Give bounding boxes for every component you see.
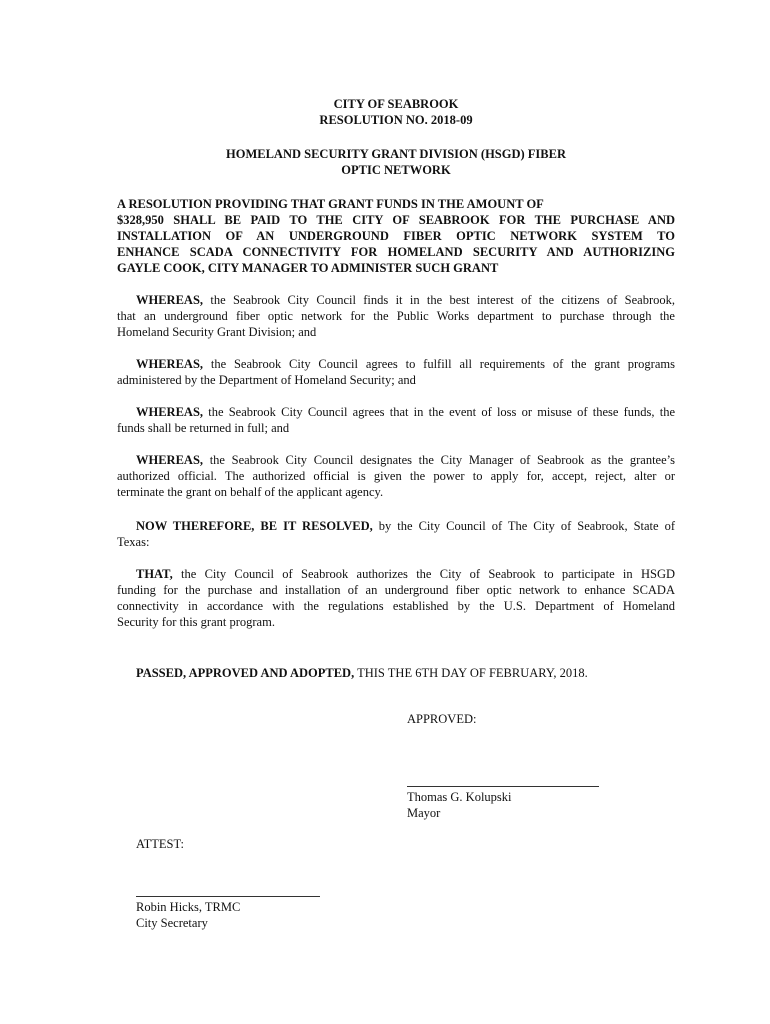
whereas-paragraph-1 xyxy=(117,292,675,340)
subject-line-2: OPTIC NETWORK xyxy=(341,163,451,177)
subject-line-1: HOMELAND SECURITY GRANT DIVISION (HSGD) FIBER xyxy=(226,147,566,161)
city-heading: CITY OF SEABROOK xyxy=(333,97,459,111)
resolution-caption xyxy=(117,196,675,276)
paragraph-text: funding for the purchase and installation of an underground fiber optic network to enhance SCADA xyxy=(117,583,675,597)
passed-keyword: PASSED, APPROVED AND ADOPTED, xyxy=(136,666,355,680)
that-paragraph xyxy=(117,566,675,630)
resolution-number: RESOLUTION NO. 2018-09 xyxy=(319,113,473,127)
paragraph-text: funds shall be returned in full; and xyxy=(117,421,290,435)
paragraph-text: authorized official. The authorized official is given the power to apply for, accept, reject, alter or xyxy=(117,469,675,483)
caption-line: A RESOLUTION PROVIDING THAT GRANT FUNDS IN THE AMOUNT OF xyxy=(117,197,544,211)
paragraph-text: Texas: xyxy=(117,535,150,549)
attest-label: ATTEST: xyxy=(136,837,184,851)
paragraph-text: Security for this grant program. xyxy=(117,615,275,629)
mayor-signature-line xyxy=(407,786,599,787)
paragraph-text: that an underground fiber optic network for the Public Works department to purchase through the xyxy=(117,309,675,323)
paragraph-text: the Seabrook City Council agrees to fulfill all requirements of the grant programs xyxy=(203,357,675,371)
mayor-title: Mayor xyxy=(407,806,441,820)
whereas-paragraph-2 xyxy=(117,356,675,388)
paragraph-keyword: WHEREAS, xyxy=(136,293,204,307)
paragraph-text: the Seabrook City Council designates the City Manager of Seabrook as the grantee’s xyxy=(203,453,675,467)
mayor-name: Thomas G. Kolupski xyxy=(407,790,512,804)
caption-line: $328,950 SHALL BE PAID TO THE CITY OF SEABROOK FOR THE PURCHASE AND xyxy=(117,213,675,227)
approved-label: APPROVED: xyxy=(407,712,477,726)
paragraph-keyword: WHEREAS, xyxy=(136,405,204,419)
whereas-paragraph-4 xyxy=(117,452,675,500)
paragraph-keyword: NOW THEREFORE, BE IT RESOLVED, xyxy=(136,519,373,533)
paragraph-text: the Seabrook City Council agrees that in the event of loss or misuse of these funds, the xyxy=(203,405,675,419)
secretary-name: Robin Hicks, TRMC xyxy=(136,900,241,914)
paragraph-text: administered by the Department of Homeland Security; and xyxy=(117,373,416,387)
caption-line: GAYLE COOK, CITY MANAGER TO ADMINISTER SUCH GRANT xyxy=(117,261,499,275)
secretary-signature-line xyxy=(136,896,320,897)
whereas-paragraph-3 xyxy=(117,404,675,436)
resolved-paragraph xyxy=(117,518,675,550)
paragraph-text: by the City Council of The City of Seabrook, State of xyxy=(372,519,675,533)
paragraph-keyword: WHEREAS, xyxy=(136,453,204,467)
caption-line: INSTALLATION OF AN UNDERGROUND FIBER OPTIC NETWORK SYSTEM TO xyxy=(117,229,675,243)
paragraph-text: the City Council of Seabrook authorizes the City of Seabrook to participate in HSGD xyxy=(172,567,675,581)
paragraph-keyword: THAT, xyxy=(136,567,173,581)
caption-line: ENHANCE SCADA CONNECTIVITY FOR HOMELAND SECURITY AND AUTHORIZING xyxy=(117,245,675,259)
paragraph-text: the Seabrook City Council finds it in the best interest of the citizens of Seabrook, xyxy=(203,293,675,307)
paragraph-text: Homeland Security Grant Division; and xyxy=(117,325,317,339)
passed-text: THIS THE 6TH DAY OF FEBRUARY, 2018. xyxy=(354,666,588,680)
paragraph-keyword: WHEREAS, xyxy=(136,357,204,371)
passed-statement xyxy=(136,665,588,681)
paragraph-text: connectivity in accordance with the regulations established by the U.S. Department of Homeland xyxy=(117,599,675,613)
secretary-title: City Secretary xyxy=(136,916,208,930)
paragraph-text: terminate the grant on behalf of the applicant agency. xyxy=(117,485,384,499)
